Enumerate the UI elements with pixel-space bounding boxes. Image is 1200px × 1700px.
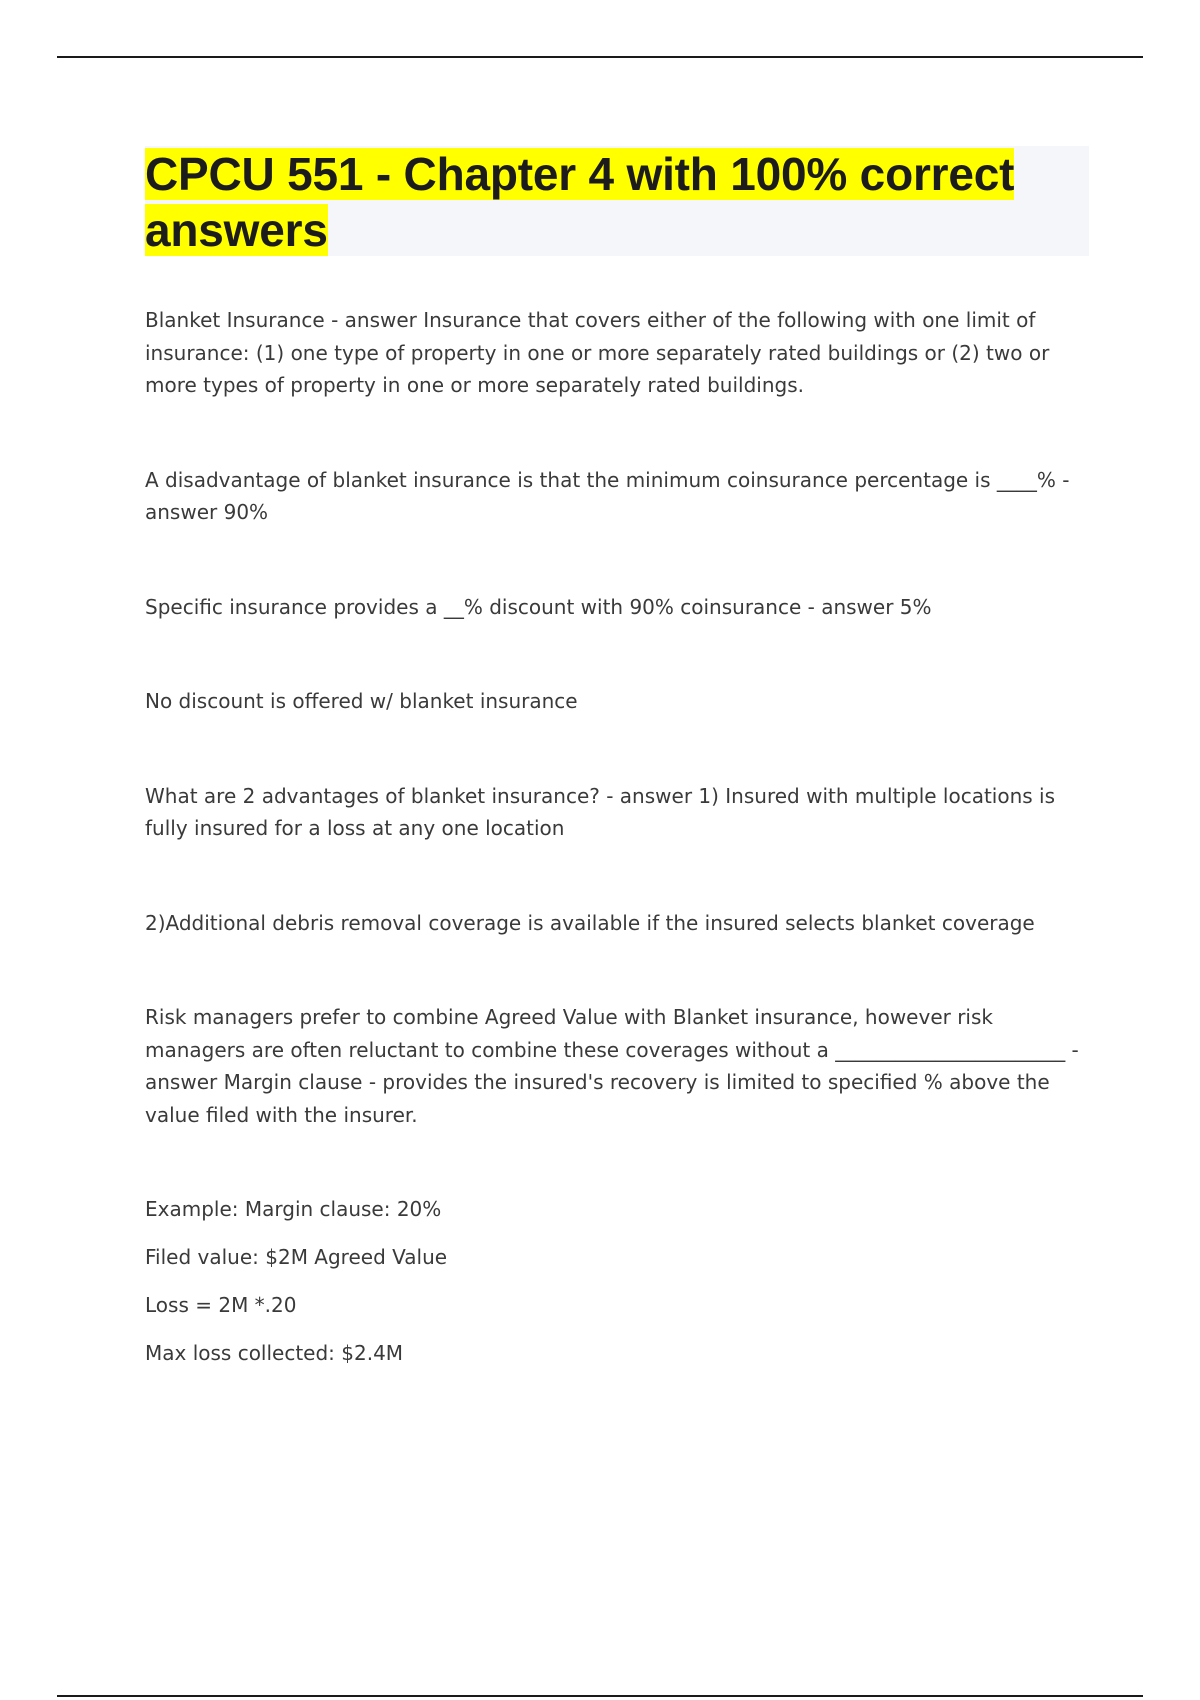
paragraph-margin-clause: Risk managers prefer to combine Agreed Value with Blanket insurance, however risk managers are often reluctant to combine these coverages without a _______________________ - answer Margin clause - provides the insured's recovery is limited to specified % above the value filed with the insurer. [145, 1005, 1079, 1127]
paragraph-specific-discount: Specific insurance provides a __% discount with 90% coinsurance - answer 5% [145, 594, 932, 619]
top-rule [57, 56, 1143, 58]
paragraph-debris-removal: 2)Additional debris removal coverage is available if the insured selects blanket coverage [145, 910, 1035, 935]
example-line: Filed value: $2M Agreed Value [145, 1245, 448, 1269]
paragraph-blanket-insurance: Blanket Insurance - answer Insurance that covers either of the following with one limit of insurance: (1) one type of property in one or more separately rated buildings or (2) two or more types of property in one or more separately rated buildings. [145, 308, 1050, 397]
title-block [145, 146, 1089, 256]
document-title [145, 146, 1089, 258]
example-line: Loss = 2M *.20 [145, 1293, 297, 1317]
example-line: Max loss collected: $2.4M [145, 1341, 404, 1365]
title-highlight: CPCU 551 - Chapter 4 with 100% correct answers [145, 148, 1015, 256]
paragraph-coinsurance-minimum: A disadvantage of blanket insurance is that the minimum coinsurance percentage is ____% - answer 90% [145, 467, 1070, 524]
document-body [145, 304, 1090, 1370]
paragraph-no-discount: No discount is offered w/ blanket insurance [145, 689, 578, 713]
paragraph-advantages: What are 2 advantages of blanket insurance? - answer 1) Insured with multiple locations is fully insured for a loss at any one location [145, 783, 1056, 840]
bottom-rule [57, 1695, 1143, 1697]
example-line: Example: Margin clause: 20% [145, 1197, 442, 1221]
